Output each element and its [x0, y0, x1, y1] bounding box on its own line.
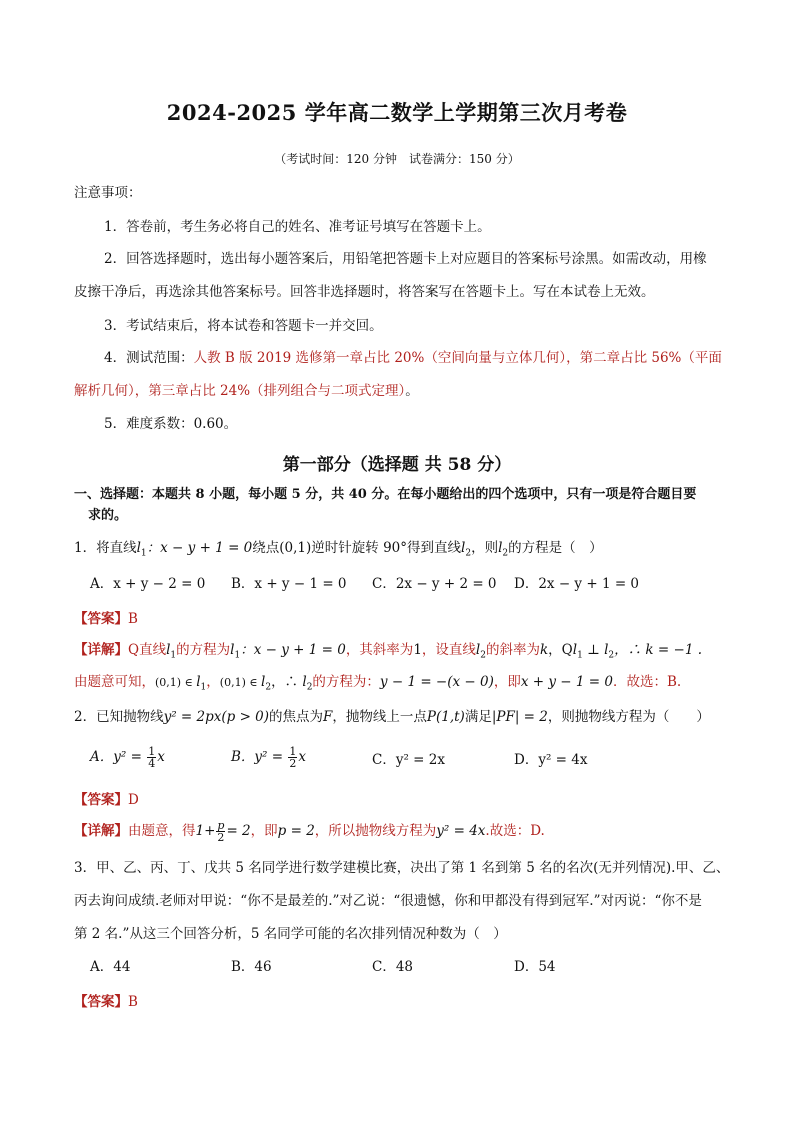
- q3-option-c: C．48: [372, 959, 414, 975]
- question-1: 1．将直线$l_1$：x − y + 1 = 0绕点(0,1)逆时针旋转 90°得到直线$l_2$，则$l_2$的方程是（ ）: [74, 540, 603, 559]
- q2-option-b: B．y² = $\frac{1}{2}$ x: [231, 745, 306, 770]
- test-scope-cont: 解析几何），第三章占比 24%（排列组合与二项式定理）: [74, 383, 406, 399]
- q3-answer: 【答案】B: [74, 994, 138, 1010]
- question-3-line1: 3．甲、乙、丙、丁、戊共 5 名同学进行数学建模比赛，决出了第 1 名到第 5 名的名次(无并列情况).甲、乙、: [74, 860, 730, 876]
- notice-item-4-line2: [74, 381, 419, 401]
- section-title: 第一部分（选择题 共 58 分）: [282, 455, 512, 475]
- notice-item-4-prefix: 4．测试范围：: [104, 350, 194, 366]
- exam-info: （考试时间：120 分钟 试卷满分：150 分）: [274, 152, 520, 166]
- section-intro-line1: 一、选择题：本题共 8 小题，每小题 5 分，共 40 分。在每小题给出的四个选项中，只有一项是符合题目要: [74, 487, 697, 502]
- section-intro-line2: 求的。: [88, 508, 128, 523]
- q3-option-a: A．44: [90, 959, 131, 975]
- question-3-line2: 丙去询问成绩.老师对甲说：“你不是最差的.”对乙说：“很遗憾，你和甲都没有得到冠军.”对丙说：“你不是: [74, 893, 702, 909]
- notice-item-3: 3．考试结束后，将本试卷和答题卡一并交回。: [104, 318, 383, 334]
- q2-option-a: A．y² = $\frac{1}{4}$ x: [90, 745, 165, 770]
- q2-option-c: C．y² = 2x: [372, 752, 445, 768]
- notice-item-1: 1．答卷前，考生务必将自己的姓名、准考证号填写在答题卡上。: [104, 219, 491, 235]
- notice-item-2-line1: 2．回答选择题时，选出每小题答案后，用铅笔把答题卡上对应题目的答案标号涂黑。如需改动，用橡: [104, 251, 707, 267]
- q3-option-d: D．54: [514, 959, 556, 975]
- q2-option-d: D．y² = 4x: [514, 752, 588, 768]
- question-2: 2．已知抛物线y² = 2px(p > 0)的焦点为F，抛物线上一点P(1,t)满足|PF| = 2，则抛物线方程为（ ）: [74, 709, 710, 725]
- q2-answer: 【答案】D: [74, 792, 139, 808]
- notice-item-4-line1: [104, 348, 722, 368]
- notice-item-5: 5．难度系数：0.60。: [104, 416, 238, 432]
- page-title: 2024-2025 学年高二数学上学期第三次月考卷: [166, 100, 628, 125]
- q1-detail: 【详解】Q直线$l_1$的方程为$l_1$：x − y + 1 = 0，其斜率为1，设直线$l_2$的斜率为k，$Ql_1$ ⊥ $l_2$，∴ k = −1 .: [74, 642, 702, 661]
- q1-option-d: D．2x − y + 1 = 0: [514, 576, 640, 592]
- question-3-line3: 第 2 名.”从这三个回答分析，5 名同学可能的名次排列情况种数为（ ）: [74, 926, 507, 942]
- q1-answer: 【答案】B: [74, 611, 138, 627]
- q1-option-b: B．x + y − 1 = 0: [231, 576, 347, 592]
- q2-detail: 【详解】由题意，得1+ $\frac{p}{2}$ = 2，即p = 2，所以抛物线方程为y² = 4x.故选：D.: [74, 819, 545, 844]
- q1-detail-line2: 由题意可知，(0,1) ∈ $l_1$，(0,1) ∈ $l_2$，∴ $l_2$的方程为：y − 1 = −(x − 0)，即x + y − 1 = 0．故选：B.: [74, 674, 682, 693]
- q1-option-c: C．2x − y + 2 = 0: [372, 576, 497, 592]
- notice-heading: 注意事项：: [74, 185, 142, 201]
- notice-item-2-line2: 皮擦干净后，再选涂其他答案标号。回答非选择题时，将答案写在答题卡上。写在本试卷上无效。: [74, 284, 655, 300]
- q3-option-b: B．46: [231, 959, 272, 975]
- test-scope: 人教 B 版 2019 选修第一章占比 20%（空间向量与立体几何），第二章占比 56%（平面: [193, 350, 722, 366]
- q1-option-a: A．x + y − 2 = 0: [90, 576, 206, 592]
- notice-item-4-end: 。: [405, 383, 419, 399]
